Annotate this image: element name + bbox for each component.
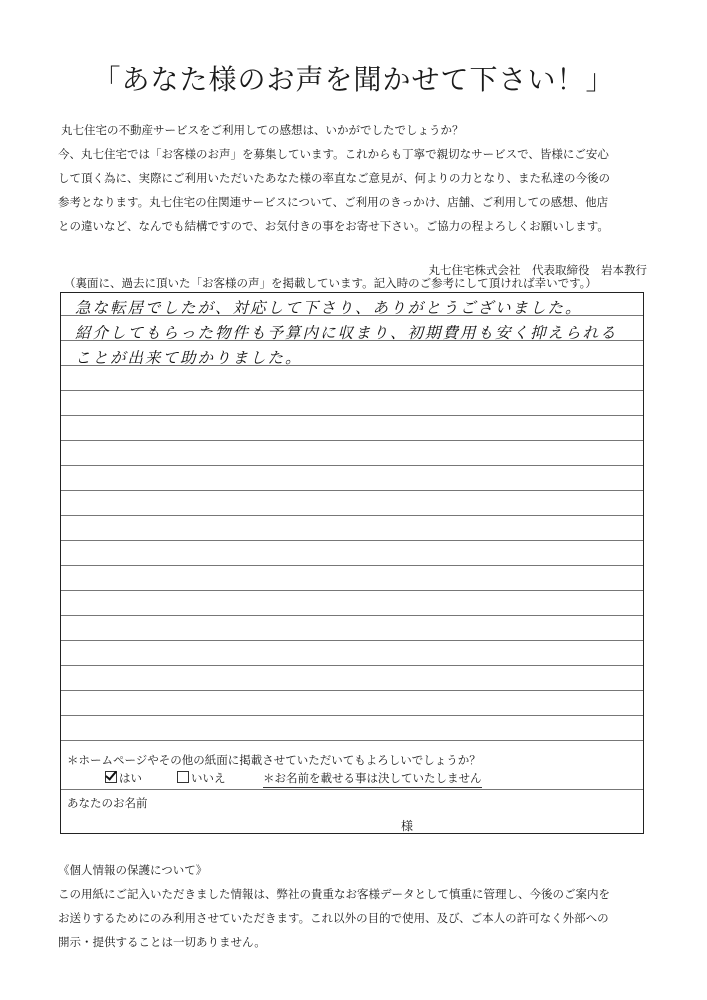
- ruled-line: [61, 415, 643, 416]
- consent-question: ＊ホームページやその他の紙面に掲載させていただいてもよろしいでしょうか？: [67, 753, 481, 767]
- ruled-line: [61, 740, 643, 741]
- ruled-line: [61, 690, 643, 691]
- ruled-line: [61, 665, 643, 666]
- name-divider: [61, 789, 643, 790]
- intro-line: との違いなど、なんでも結構ですので、お気付きの事をお寄せ下さい。ご協力の程よろしくお願いします。: [58, 219, 609, 233]
- ruled-line: [61, 590, 643, 591]
- ruled-line: [61, 390, 643, 391]
- handwritten-comment-line: ことが出来て助かりました。: [75, 349, 303, 367]
- ruled-line: [61, 515, 643, 516]
- yes-label: はい: [119, 771, 142, 785]
- comment-form-box: [60, 292, 644, 834]
- no-checkbox[interactable]: [177, 771, 189, 783]
- intro-line: 参考となります。丸七住宅の住関連サービスについて、ご利用のきっかけ、店舗、ご利用しての感想、他店: [58, 195, 609, 209]
- ruled-line: [61, 465, 643, 466]
- consent-yes-option[interactable]: [105, 770, 142, 786]
- intro-line: 今、丸七住宅では「お客様のお声」を募集しています。これからも丁寧で親切なサービスで、皆様にご安心: [58, 147, 609, 161]
- company-signature: 丸七住宅株式会社 代表取締役 岩本教行: [428, 263, 647, 277]
- privacy-section: [58, 858, 658, 954]
- ruled-line: [61, 715, 643, 716]
- ruled-line: [61, 565, 643, 566]
- name-not-published-notice: ＊お名前を載せる事は決していたしません: [263, 770, 482, 788]
- name-honorific: 様: [401, 819, 414, 833]
- ruled-line: [61, 540, 643, 541]
- privacy-heading: 《個人情報の保護について》: [58, 863, 208, 877]
- page-title: 「あなた様のお声を聞かせて下さい！」: [92, 63, 615, 96]
- name-field-label: あなたのお名前: [67, 796, 148, 810]
- ruled-line: [61, 440, 643, 441]
- intro-line: して頂く為に、実際にご利用いただいたあなた様の率直なご意見が、何よりの力となり、また私達の今後の: [58, 171, 610, 185]
- ruled-line: [61, 615, 643, 616]
- privacy-line: お送りするためにのみ利用させていただきます。これ以外の目的で使用、及び、ご本人の許可なく外部への: [58, 911, 609, 925]
- handwritten-comment-line: 紹介してもらった物件も予算内に収まり、初期費用も安く抑えられる: [75, 324, 618, 342]
- handwritten-comment-line: 急な転居でしたが、対応して下さり、ありがとうございました。: [75, 299, 583, 317]
- no-label: いいえ: [191, 771, 226, 785]
- intro-line: 丸七住宅の不動産サービスをご利用しての感想は、いかがでしたでしょうか？: [61, 123, 464, 137]
- yes-checkbox[interactable]: [105, 771, 117, 783]
- back-side-note: （裏面に、過去に頂いた「お客様の声」を掲載しています。記入時のご参考にして頂ければ幸いです。）: [64, 276, 597, 290]
- intro-text: [58, 118, 658, 238]
- privacy-line: この用紙にご記入いただきました情報は、弊社の貴重なお客様データとして慎重に管理し、今後のご案内を: [58, 887, 610, 901]
- ruled-line: [61, 490, 643, 491]
- privacy-line: 開示・提供することは一切ありません。: [58, 935, 266, 949]
- consent-no-option[interactable]: [177, 770, 226, 786]
- ruled-line: [61, 640, 643, 641]
